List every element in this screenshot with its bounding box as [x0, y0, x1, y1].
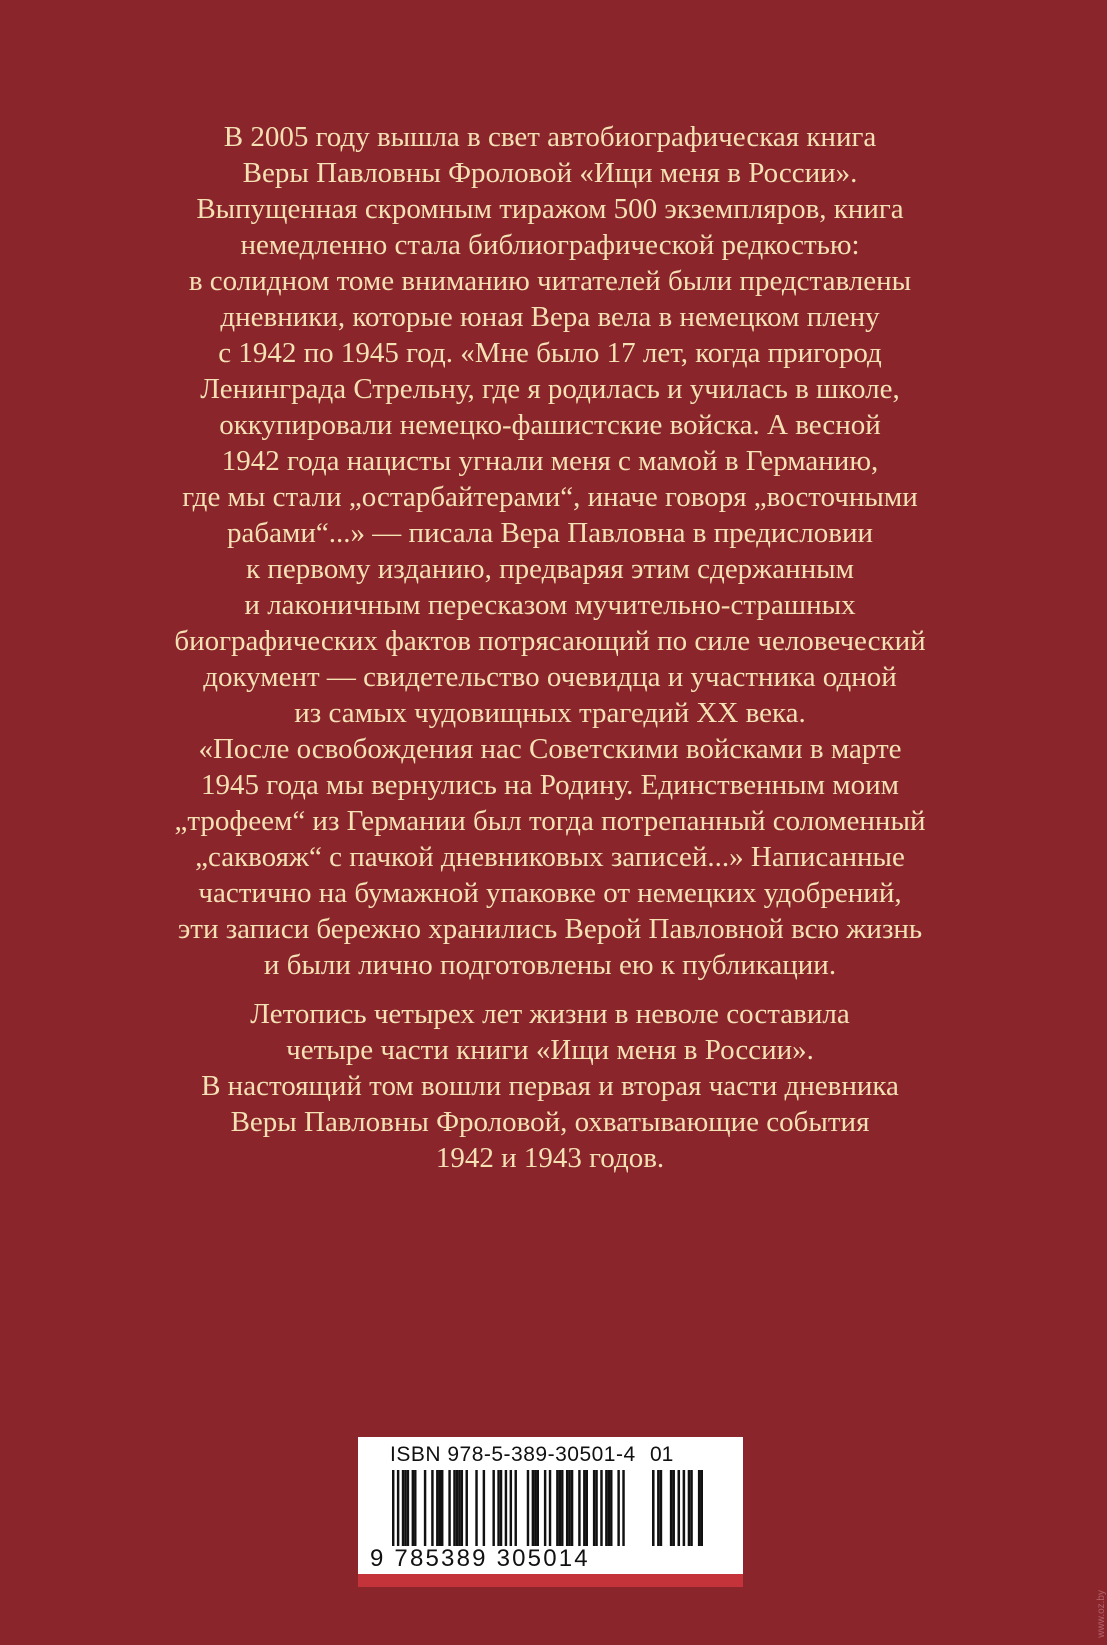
barcode-addon-bar: [678, 1470, 681, 1546]
barcode-bar: [532, 1470, 534, 1546]
barcode-bar: [475, 1470, 477, 1546]
text-line: 1942 года нацисты угнали меня с мамой в Германию,: [221, 445, 879, 477]
text-line: частично на бумажной упаковке от немецких удобрений,: [198, 877, 902, 909]
barcode-bar: [461, 1470, 463, 1546]
barcode-bar: [561, 1470, 563, 1546]
barcode-bar: [392, 1470, 394, 1546]
barcode-bar: [431, 1470, 433, 1546]
barcode-digits: 9 785389 305014: [370, 1545, 590, 1572]
barcode-bar: [556, 1470, 558, 1546]
barcode-bar: [534, 1470, 536, 1546]
barcode-addon-bar: [657, 1470, 660, 1546]
barcode-bar: [559, 1470, 561, 1546]
text-line: Ленинграда Стрельну, где я родилась и училась в школе,: [200, 373, 900, 405]
barcode-bar: [583, 1470, 585, 1546]
text-line: немедленно стала библиографической редкостью:: [240, 229, 860, 261]
text-line: Летопись четырех лет жизни в неволе составила: [250, 998, 850, 1030]
barcode-bar: [544, 1470, 546, 1546]
text-line: документ — свидетельство очевидца и участника одной: [203, 661, 897, 693]
text-line: к первому изданию, предваряя этим сдержанным: [246, 553, 854, 585]
barcode-bar: [515, 1470, 517, 1546]
barcode-bar: [505, 1470, 507, 1546]
barcode-bar: [600, 1470, 602, 1546]
isbn-addon-label: 01: [650, 1443, 674, 1466]
barcode-bar: [578, 1470, 580, 1546]
barcode-bar: [537, 1470, 539, 1546]
barcode-bar: [527, 1470, 529, 1546]
barcode-bar: [424, 1470, 426, 1546]
barcode-bars: [370, 1470, 730, 1546]
text-line: 1942 и 1943 годов.: [435, 1142, 665, 1174]
barcode-bar: [397, 1470, 399, 1546]
barcode-bar: [402, 1470, 404, 1546]
barcode-addon-bar: [688, 1470, 691, 1546]
barcode-bar: [492, 1470, 494, 1546]
barcode-addon-bar: [670, 1470, 673, 1546]
barcode-bar: [448, 1470, 450, 1546]
barcode-addon-bar: [700, 1470, 703, 1546]
isbn-barcode: [358, 1437, 743, 1587]
text-line: из самых чудовищных трагедий XX века.: [294, 697, 806, 729]
text-line: В настоящий том вошли первая и вторая части дневника: [201, 1070, 899, 1102]
text-line: Веры Павловны Фроловой, охватывающие события: [230, 1106, 870, 1138]
annotation-paragraph-2: [60, 996, 1040, 1176]
barcode-bar: [441, 1470, 443, 1546]
barcode-addon-bar: [690, 1470, 693, 1546]
text-line: „саквояж“ с пачкой дневниковых записей...» Написанные: [195, 841, 905, 873]
text-line: эти записи бережно хранились Верой Павловной всю жизнь: [177, 913, 923, 945]
barcode-bar: [458, 1470, 460, 1546]
text-line: 1945 года мы вернулись на Родину. Единственным моим: [201, 769, 899, 801]
text-line: четыре части книги «Ищи меня в России».: [286, 1034, 814, 1066]
text-line: В 2005 году вышла в свет автобиографическая книга: [223, 121, 877, 153]
text-line: „трофеем“ из Германии был тогда потрепанный соломенный: [174, 805, 926, 837]
barcode-bar: [500, 1470, 502, 1546]
barcode-bar: [571, 1470, 573, 1546]
barcode-bar: [414, 1470, 416, 1546]
barcode-red-strip: [358, 1574, 743, 1587]
barcode-bar: [456, 1470, 458, 1546]
isbn-label: ISBN 978-5-389-30501-4: [390, 1443, 636, 1466]
barcode-bar: [466, 1470, 468, 1546]
barcode-addon-bar: [683, 1470, 686, 1546]
barcode-bar: [436, 1470, 438, 1546]
watermark: www.oz.by: [1096, 1590, 1107, 1638]
annotation-paragraph-1: [60, 119, 1040, 983]
text-line: рабами“...» — писала Вера Павловна в предисловии: [226, 517, 874, 549]
barcode-bar: [439, 1470, 441, 1546]
text-line: биографических фактов потрясающий по силе человеческий: [174, 625, 926, 657]
barcode-bar: [510, 1470, 512, 1546]
barcode-addon-bar: [652, 1470, 655, 1546]
text-line: в солидном томе вниманию читателей были представлены: [188, 265, 912, 297]
text-line: и лаконичным пересказом мучительно-страшных: [244, 589, 856, 621]
barcode-bar: [404, 1470, 406, 1546]
barcode-bar: [407, 1470, 409, 1546]
barcode-bar: [453, 1470, 455, 1546]
barcode-bar: [483, 1470, 485, 1546]
text-line: и были лично подготовлены ею к публикации.: [263, 949, 837, 981]
text-line: оккупировали немецко-фашистские войска. А весной: [219, 409, 881, 441]
barcode-addon-bar: [698, 1470, 701, 1546]
barcode-bar: [610, 1470, 612, 1546]
text-line: Выпущенная скромным тиражом 500 экземпляров, книга: [196, 193, 904, 225]
barcode-bar: [568, 1470, 570, 1546]
text-line: «После освобождения нас Советскими войсками в марте: [198, 733, 902, 765]
barcode-bar: [566, 1470, 568, 1546]
text-line: с 1942 по 1945 год. «Мне было 17 лет, когда пригород: [218, 337, 882, 369]
barcode-bar: [617, 1470, 619, 1546]
barcode-bar: [412, 1470, 414, 1546]
text-line: где мы стали „остарбайтерами“, иначе говоря „восточными: [182, 481, 918, 513]
barcode-bar: [608, 1470, 610, 1546]
barcode-bar: [605, 1470, 607, 1546]
barcode-addon-bar: [660, 1470, 663, 1546]
barcode-bar: [622, 1470, 624, 1546]
barcode-bar: [595, 1470, 597, 1546]
barcode-addon-bar: [672, 1470, 675, 1546]
text-line: Веры Павловны Фроловой «Ищи меня в России».: [242, 157, 858, 189]
text-line: дневники, которые юная Вера вела в немецком плену: [220, 301, 880, 333]
barcode-bar: [593, 1470, 595, 1546]
barcode-bar: [586, 1470, 588, 1546]
barcode-bar: [549, 1470, 551, 1546]
barcode-bar: [497, 1470, 499, 1546]
